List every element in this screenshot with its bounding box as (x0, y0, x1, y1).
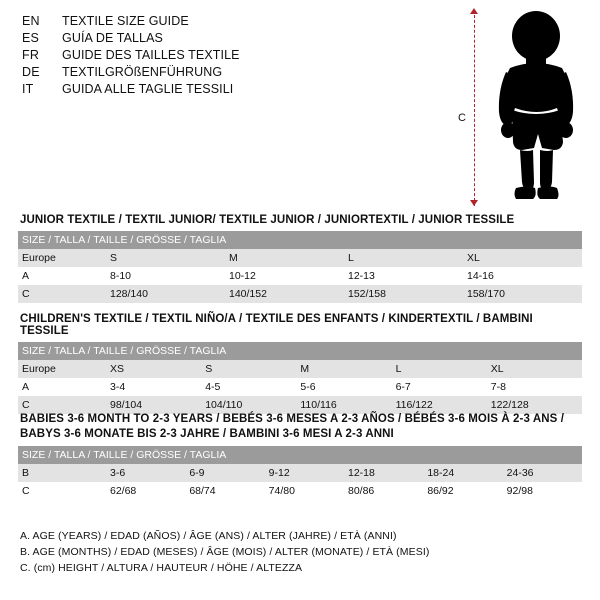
cell: 9-12 (265, 464, 344, 482)
cell: L (392, 360, 487, 378)
row-key: C (18, 285, 106, 303)
table-band-header (18, 342, 582, 360)
cell: XL (487, 360, 582, 378)
cell: 152/158 (344, 285, 463, 303)
measure-arrow-up-icon (470, 8, 478, 14)
cell: S (201, 360, 296, 378)
size-table-babies (18, 446, 582, 500)
cell: 86/92 (423, 482, 502, 500)
cell: 18-24 (423, 464, 502, 482)
header-row (22, 65, 452, 79)
table-row (18, 285, 582, 303)
cell: 7-8 (487, 378, 582, 396)
cell: 80/86 (344, 482, 423, 500)
cell: 116/122 (392, 396, 487, 414)
size-table-junior (18, 231, 582, 303)
cell: XL (463, 249, 582, 267)
header-title-text: TEXTILGRÖßENFÜHRUNG (62, 65, 223, 79)
cell: L (344, 249, 463, 267)
header-row (22, 48, 452, 62)
header-lang-code: ES (22, 31, 40, 45)
legend-line-a: A. AGE (YEARS) / EDAD (AÑOS) / ÂGE (ANS) / ALTER (JAHRE) / ETÀ (ANNI) (20, 530, 397, 542)
section-title: CHILDREN'S TEXTILE / TEXTIL NIÑO/A / TEXTILE DES ENFANTS / KINDERTEXTIL / BAMBINI TESSILE (20, 313, 533, 337)
cell: 5-6 (296, 378, 391, 396)
cell: 14-16 (463, 267, 582, 285)
legend-line-c: C. (cm) HEIGHT / ALTURA / HAUTEUR / HÖHE / ALTEZZA (20, 562, 303, 574)
header-title-text: TEXTILE SIZE GUIDE (62, 14, 189, 28)
header-title-text: GUÍA DE TALLAS (62, 31, 163, 45)
section-title: BABIES 3-6 MONTH TO 2-3 YEARS / BEBÉS 3-6 MESES A 2-3 AÑOS / BÉBÉS 3-6 MOIS À 2-3 ANS / BABYS 3-6 MONATE BIS 2-3 JAHRE / BAMBINI 3-6 MESI A 2-3 ANNI (20, 413, 564, 440)
cell: 6-7 (392, 378, 487, 396)
cell: 3-4 (106, 378, 201, 396)
row-key: C (18, 396, 106, 414)
cell: 3-6 (106, 464, 185, 482)
cell: 12-18 (344, 464, 423, 482)
header-title-text: GUIDA ALLE TAGLIE TESSILI (62, 82, 234, 96)
cell: S (106, 249, 225, 267)
cell: 8-10 (106, 267, 225, 285)
cell: 122/128 (487, 396, 582, 414)
cell: 12-13 (344, 267, 463, 285)
cell: 128/140 (106, 285, 225, 303)
header-title-text: GUIDE DES TAILLES TEXTILE (62, 48, 240, 62)
cell: 62/68 (106, 482, 185, 500)
band-label: SIZE / TALLA / TAILLE / GRÖSSE / TAGLIA (18, 231, 582, 249)
measure-label-c: C (458, 112, 466, 124)
legend-line-b: B. AGE (MONTHS) / EDAD (MESES) / ÂGE (MOIS) / ALTER (MONATE) / ETÀ (MESI) (20, 546, 430, 558)
row-key: A (18, 378, 106, 396)
table-row (18, 249, 582, 267)
cell: M (225, 249, 344, 267)
cell: 6-9 (185, 464, 264, 482)
table-row (18, 482, 582, 500)
child-silhouette-icon (480, 10, 590, 206)
section-children (18, 313, 582, 414)
header-lang-code: FR (22, 48, 40, 62)
cell: 10-12 (225, 267, 344, 285)
cell: 92/98 (503, 482, 582, 500)
band-label: SIZE / TALLA / TAILLE / GRÖSSE / TAGLIA (18, 446, 582, 464)
cell: 4-5 (201, 378, 296, 396)
table-row (18, 267, 582, 285)
language-header (22, 14, 452, 99)
cell: 24-36 (503, 464, 582, 482)
band-label: SIZE / TALLA / TAILLE / GRÖSSE / TAGLIA (18, 342, 582, 360)
cell: 140/152 (225, 285, 344, 303)
cell: 158/170 (463, 285, 582, 303)
header-row (22, 14, 452, 28)
header-lang-code: DE (22, 65, 40, 79)
row-key: Europe (18, 360, 106, 378)
table-row (18, 378, 582, 396)
table-row (18, 360, 582, 378)
cell: 104/110 (201, 396, 296, 414)
header-lang-code: EN (22, 14, 40, 28)
size-table-children (18, 342, 582, 414)
legend-footer (20, 528, 580, 576)
cell: XS (106, 360, 201, 378)
row-key: A (18, 267, 106, 285)
row-key: Europe (18, 249, 106, 267)
header-row (22, 31, 452, 45)
cell: M (296, 360, 391, 378)
height-measure-line (474, 10, 475, 206)
header-lang-code: IT (22, 82, 34, 96)
section-babies (18, 412, 582, 500)
row-key: B (18, 464, 106, 482)
cell: 74/80 (265, 482, 344, 500)
row-key: C (18, 482, 106, 500)
table-band-header (18, 231, 582, 249)
cell: 110/116 (296, 396, 391, 414)
section-title: JUNIOR TEXTILE / TEXTIL JUNIOR/ TEXTILE JUNIOR / JUNIORTEXTIL / JUNIOR TESSILE (20, 214, 515, 226)
measure-arrow-down-icon (470, 200, 478, 206)
measurement-figure (452, 8, 592, 208)
table-band-header (18, 446, 582, 464)
table-row (18, 464, 582, 482)
header-row (22, 82, 452, 96)
section-junior (18, 214, 582, 303)
cell: 98/104 (106, 396, 201, 414)
cell: 68/74 (185, 482, 264, 500)
